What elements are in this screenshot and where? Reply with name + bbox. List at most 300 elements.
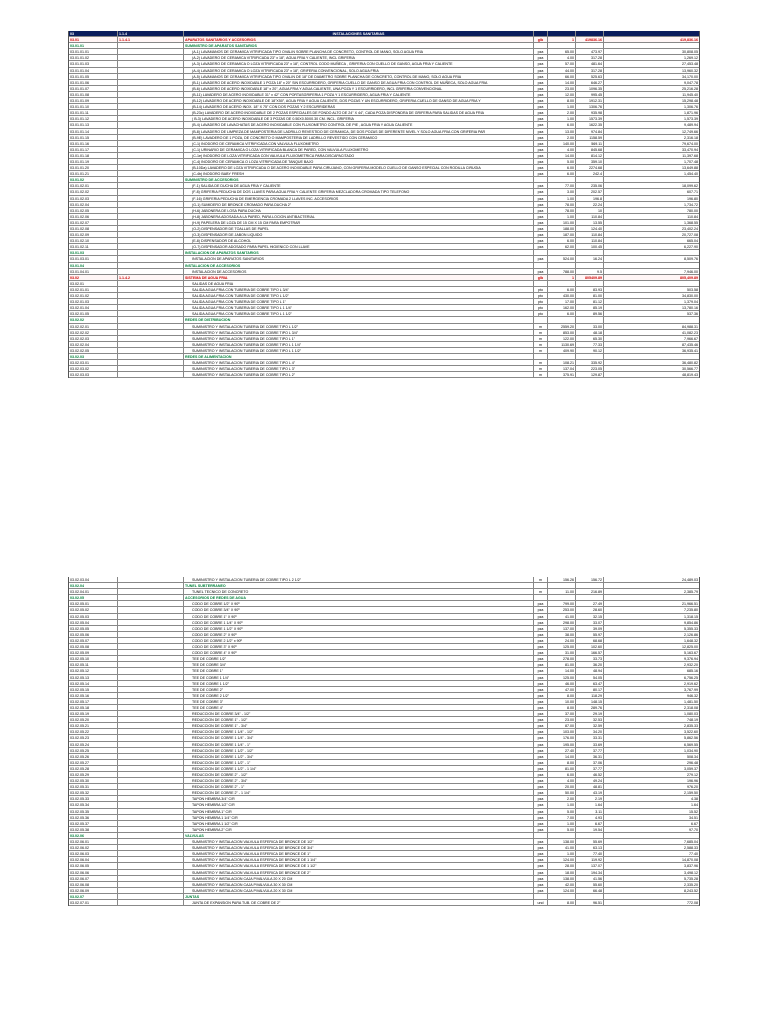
item-reference [118,159,184,164]
item-quantity: 103.00 [548,729,576,734]
item-description: SISTEMA DE AGUA FRIA [184,275,534,280]
item-unit-price: 54.05 [576,675,604,680]
item-description: (A-4) LAVADERO DE CERAMICA O LOZA VITRIFICADA 23" x 18", GRIFERIA CONVENCIONAL, SOLO AGUA FRIA [184,68,534,73]
item-reference [118,220,184,225]
item-unit-price: 235.06 [576,183,604,188]
item-reference [118,711,184,716]
item-description: REDUCCION DE COBRE 2" - 1" [184,784,534,789]
item-quantity: 2.00 [548,135,576,140]
item-quantity: 6.00 [548,772,576,777]
item-description: SUMINISTRO Y INSTALACION TUBERIA DE COBRE TIPO L 4" [184,360,534,365]
item-code: 03.02.05.26 [69,754,118,759]
item-unit [534,31,548,36]
item-subtotal: 1,648.32 [684,638,698,643]
item-unit: pza [534,614,548,619]
item-unit: pza [534,857,548,862]
item-reference [118,263,184,268]
item-description: ( B-3) LAVADERO DE ACERO INOXIDABLE DE 3 POZAS DE 0.50X0.50X0.30 CM. INCL. GRIFERIA [184,116,534,121]
item-description: (G-1) SUMIDERO DE BRONCE CROMADO PARA DUCHA 2" [184,202,534,207]
item-description: TEE DE COBRE 2" [184,687,534,692]
item-description: (F-8) GRIFERIA PEDUCHA DE DOS LLAVES PARA AGUA FRIA Y CALIENTE GRIFERIA MEZCLADORA CROMADA TIPO TELEFONO [184,189,534,194]
item-code: 03.02.05.15 [69,687,118,692]
item-description: SUMINISTRO Y INSTALACION VALVULA ESFERICA DE BRONCE DE 1 1/4" [184,857,534,862]
item-unit-price: 129.87 [576,372,604,377]
item-description: TAPON HEMBRA 2" C/R [184,827,534,832]
item-reference [118,116,184,121]
item-description: SUMINISTRO Y INSTALACION TUBERIA DE COBRE TIPO L 1/2" [184,324,534,329]
item-unit-price: 48.18 [576,330,604,335]
item-subtotal: 196.96 [687,779,698,784]
item-description: REDUCCION DE COBRE 1 1/2" - 1" [184,760,534,765]
item-quantity: 1 [548,275,576,280]
item-quantity: 156.26 [548,577,576,582]
item-unit: pza [534,681,548,686]
item-quantity [548,583,576,588]
item-subtotal: 84,988.31 [682,324,698,329]
item-quantity: 14.00 [548,80,576,85]
item-unit: pza [534,183,548,188]
item-code: 03.02.03 [69,354,118,359]
item-code: 03.02.01 [69,281,118,286]
item-subtotal: 110.84 [687,214,698,219]
item-quantity: 8.00 [548,760,576,765]
item-code: 03.02.05.01 [69,601,118,606]
item-description: (B-14) LAVADERO DE ACERO INOX. 18" X 75" CON DOS POZAS Y 2 ESCURRIDERAS [184,104,534,109]
item-unit-price: 36.20 [576,662,604,667]
item-unit: pza [534,122,548,127]
item-description: REDUCCION DE COBRE 2" - 3/4" [184,778,534,783]
item-subtotal: 41,082.23 [682,330,698,335]
item-quantity: 125.00 [548,644,576,649]
item-unit-price: 100.45 [576,244,604,249]
item-unit-price: 90.12 [576,348,604,353]
item-unit-price: 43.19 [576,790,604,795]
item-description: SUMINISTRO Y INSTALACION CAJA P/VALVULA 20 X 30 CM [184,888,534,893]
item-description: SUMINISTRO Y INSTALACION VALVULA ESFERICA DE BRONCE DE 1 1/2" [184,863,534,868]
item-reference [118,232,184,237]
item-description: (B-12) LAVADERO DE ACERO INOXIDABLE DE 18"X50", AGUA FRIA Y AGUA CALIENTE, DOS POZAS Y UN ESCURRIDERO, GRIFERIA CUELLO DE GANSO DE AGUA FRIA Y [184,98,534,103]
item-quantity: 8.00 [548,900,576,905]
item-unit: pza [534,656,548,661]
item-description: SUMINISTRO Y INSTALACION TUBERIA DE COBRE TIPO L 1 1/4" [184,342,534,347]
item-code: 03.02.05.22 [69,729,118,734]
item-code: 03.01.02.03 [69,196,118,201]
item-description: JUNTAS [184,894,534,899]
item-code: 03.02.05.35 [69,809,118,814]
item-quantity: 42.00 [548,882,576,887]
item-reference [118,742,184,747]
item-unit-price: 148.15 [576,699,604,704]
item-quantity: 57.00 [548,61,576,66]
item-reference [118,183,184,188]
item-subtotal: 1,034.90 [684,748,698,753]
item-subtotal: 196.80 [687,196,698,201]
item-code: 03.01.02.09 [69,232,118,237]
item-description: (A-3) LAVADERO DE CERAMICA O LOZA VITRIFICADA 23" x 18", CONTROL CODO MUÑECA , GRIFERIA CON CUELLO DE GANSO, AGUA FRIA Y CALIENTE [184,61,534,66]
item-code: 03.02.05.24 [69,742,118,747]
item-code: 03.01.02.02 [69,189,118,194]
item-unit-price: 646.27 [576,80,604,85]
item-description: REDUCCION DE COBRE 2" - 1/2" [184,772,534,777]
item-unit-price: 6.67 [576,821,604,826]
item-quantity: 137.04 [548,366,576,371]
item-unit: pza [534,256,548,261]
item-reference [118,705,184,710]
item-unit-price: 845.68 [576,147,604,152]
item-code: 03.02.06.03 [69,851,118,856]
item-reference [118,796,184,801]
item-reference [118,226,184,231]
item-unit-price: 166.57 [576,650,604,655]
item-code: 03.01.04.01 [69,269,118,274]
item-unit-price: 1912.31 [576,98,604,103]
item-reference [118,55,184,60]
budget-row [69,900,699,906]
item-unit-price: 1.64 [576,802,604,807]
item-reference [118,815,184,820]
item-quantity: 187.00 [548,232,576,237]
item-subtotal: 685.16 [687,669,698,674]
item-unit-price: 289.76 [576,705,604,710]
item-reference [118,104,184,109]
item-code: 03.01.01 [69,43,118,48]
item-unit-price [576,250,604,255]
item-unit-price: 110.84 [576,238,604,243]
item-quantity: 6.00 [548,311,576,316]
item-unit [534,317,548,322]
item-subtotal: 419,836.16 [680,38,698,43]
item-subtotal: 21,966.51 [682,602,698,607]
item-unit-price: 48.81 [576,784,604,789]
item-unit: pza [534,49,548,54]
item-code: 03.02.05.12 [69,668,118,673]
item-quantity: 4.00 [548,55,576,60]
item-code: 03.02.02.01 [69,324,118,329]
item-subtotal [604,833,699,838]
item-reference [118,772,184,777]
item-quantity: 1.00 [548,214,576,219]
item-code: 03 [69,31,118,36]
item-code: 03.02.06.02 [69,845,118,850]
item-unit [534,894,548,899]
item-unit: pza [534,220,548,225]
item-subtotal: 34,830.00 [682,294,698,299]
item-code: 03.02.05.25 [69,748,118,753]
item-unit-price: 32.15 [576,614,604,619]
item-code: 03.02.05.03 [69,614,118,619]
item-quantity: 430.00 [548,293,576,298]
item-quantity: 50.00 [548,790,576,795]
item-unit-price: 359.10 [576,159,604,164]
item-unit: pza [534,809,548,814]
item-unit-price: 974.84 [576,129,604,134]
item-description: (H-6) JABONERA DE LOSA PARA DUCHA [184,208,534,213]
item-description: TEE DE COBRE 2 1/2" [184,693,534,698]
item-subtotal: 36,935.41 [682,348,698,353]
item-quantity: 44.00 [548,68,576,73]
item-description: TAPON HEMBRA 1 1/4" C/R [184,815,534,820]
item-code: 03.02.05.17 [69,699,118,704]
item-reference [118,250,184,255]
budget-row [69,372,699,378]
item-unit-price: 3.11 [576,809,604,814]
item-description: CODO DE COBRE 1 1/2" X 90º [184,626,534,631]
item-unit-price: 156.72 [576,577,604,582]
item-description: (B-6) LAVADERO DE ACERO INOXIDABLE 18" x 20", AGUA FRIA Y AGUA CALIENTE, UNA POZA Y 1 ESCURRIDERO, INCL GRIFERIA CONVENCIONAL [184,86,534,91]
item-unit: pza [534,693,548,698]
item-description: (H-9) PAPELERA DE LOZA DE 15 CM X 15 CM PARA EMPOTRAR [184,220,534,225]
item-subtotal: 5,735.28 [684,876,698,881]
item-unit: pza [534,110,548,115]
item-subtotal: 9,489.94 [684,123,698,128]
item-unit-price: 196.8 [576,196,604,201]
item-unit-price: 9.5 [576,269,604,274]
item-quantity: 2.00 [548,110,576,115]
item-code: 03.02.06.07 [69,876,118,881]
item-unit: pza [534,790,548,795]
item-description: REDUCCION DE COBRE 1 1/4" - 1/2" [184,729,534,734]
item-quantity: 78.00 [548,202,576,207]
item-description: SUMINISTRO Y INSTALACION TUBERIA DE COBRE TIPO L 2 1/2" [184,577,534,582]
item-subtotal: 20,727.08 [682,233,698,238]
item-unit-price: 55.69 [576,839,604,844]
item-unit: pza [534,729,548,734]
item-subtotal: 6.67 [691,821,698,826]
item-unit-price: 118.29 [576,693,604,698]
item-description: TAPON HEMBRA 1/2" C/R [184,802,534,807]
item-description: CODO DE COBRE 4" X 90º [184,650,534,655]
item-description: CODO DE COBRE 2" X 90º [184,632,534,637]
item-quantity: 65.00 [548,49,576,54]
item-code: 03.02.06 [69,833,118,838]
item-description: SUMINISTRO Y INSTALACION TUBERIA DE COBRE TIPO L 1" [184,336,534,341]
item-description: REDUCCION DE COBRE 1 1/2" - 1 1/4" [184,766,534,771]
item-quantity: 124.00 [548,857,576,862]
item-unit-price: 85.19 [576,305,604,310]
item-reference [118,317,184,322]
item-description: (A-2) LAVADERO DE CERAMICA VITRIFICADA 23" x 18", AGUA FRIA Y CALIENTE, INCL GRIFERIA [184,55,534,60]
item-subtotal: 97.70 [689,827,698,832]
item-reference [118,748,184,753]
item-subtotal: 503.58 [687,287,698,292]
item-unit: pza [534,882,548,887]
item-code: 03.01.01.13 [69,122,118,127]
item-unit: pza [534,208,548,213]
item-description: SUMINISTRO Y INSTALACION VALVULA ESFERICA DE BRONCE DE 3/4" [184,845,534,850]
item-unit [534,263,548,268]
item-code: 03.02.06.01 [69,839,118,844]
item-code: 03.02.05 [69,595,118,600]
item-unit-price: 83.93 [576,287,604,292]
item-unit-price [576,354,604,359]
item-reference [118,900,184,905]
item-code: 03.01.02.06 [69,214,118,219]
item-unit-price: 37.06 [576,760,604,765]
item-unit-price: 137.07 [576,863,604,868]
item-quantity [548,250,576,255]
item-reference [118,269,184,274]
item-description: (B-23c) LAVADERO DE ACERO INOXIDABLE DE 2 POZAS ESPECIALES DE FONDO ALTO DE 24" X 44", CADA POZA DISPONDRA DE GRIFERIA PARA SALIDAS DE AGUA FRIA [184,110,534,115]
item-unit-price: 223.05 [576,366,604,371]
item-unit: m [534,366,548,371]
item-quantity: 375.91 [548,372,576,377]
item-quantity: 124.00 [548,888,576,893]
item-unit-price: 33.00 [576,324,604,329]
item-description: SALIDA AGUA FRIA CON TUBERIA DE COBRE TIPO L 1 1/2" [184,311,534,316]
item-subtotal: 18,099.62 [682,184,698,189]
item-unit: pza [534,153,548,158]
item-subtotal: 665.04 [687,239,698,244]
item-description: CODO DE COBRE 1/2" X 90º [184,601,534,606]
item-quantity: 27.40 [548,748,576,753]
item-quantity: 2559.20 [548,324,576,329]
item-unit-price: 48.94 [576,668,604,673]
item-reference [118,656,184,661]
item-code: 03.02.02.04 [69,342,118,347]
item-unit: pza [534,68,548,73]
item-code: 03.01.02.07 [69,220,118,225]
item-description: (O-2) DISPENSADOR DE TOALLAS DE PAPEL [184,226,534,231]
item-description: SALIDA AGUA FRIA CON TUBERIA DE COBRE TIPO L 1/2" [184,293,534,298]
item-quantity: 162.00 [548,305,576,310]
item-reference [118,80,184,85]
item-code: 03.02.05.18 [69,705,118,710]
item-subtotal: 279.12 [687,773,698,777]
item-description: (O-3) DISPENSADOR DE JABON LIQUIDO [184,232,534,237]
item-reference [118,141,184,146]
item-subtotal: 9,047.78 [684,80,698,85]
item-unit: m [534,348,548,353]
item-unit-price: 110.84 [576,214,604,219]
item-description: (B-1) LAVADERO DE ACERO INOXIDABLE 1 POZA 18" x 20" SIN ESCURRIDERO, GRIFERIA CUELLO DE GANSO DE AGUA FRIA CON CONTROL DE MUÑECA, SOLO AGUA FRIA [184,80,534,85]
item-quantity: 1 [548,37,576,42]
item-quantity: 6.00 [548,238,576,243]
item-reference [118,208,184,213]
item-subtotal: 6,569.55 [684,742,698,747]
item-reference [118,68,184,73]
item-quantity: 108.21 [548,360,576,365]
item-code: 03.01.04 [69,263,118,268]
item-description: TEE DE COBRE 3/4" [184,662,534,667]
item-subtotal: 3,837.96 [684,864,698,869]
item-code: 03.02.05.14 [69,681,118,686]
item-unit: pza [534,626,548,631]
item-description: (H-8) JABONERA ADOSADA A LA PARED, PARA LOCION ANTIBACTERIAL [184,214,534,219]
item-unit: pza [534,717,548,722]
item-reference: 1.1.4 [118,31,184,36]
item-quantity [548,354,576,359]
item-unit: pza [534,754,548,759]
item-quantity: 524.00 [548,256,576,261]
item-unit-price: 473.97 [576,49,604,54]
item-reference [118,43,184,48]
item-unit-price [576,31,604,36]
item-quantity [548,833,576,838]
item-code: 03.01.01.05 [69,74,118,79]
item-subtotal [604,31,699,36]
item-subtotal: 748.19 [687,718,698,723]
item-unit: pza [534,607,548,612]
item-description: SUMINISTRO Y INSTALACION TUBERIA DE COBRE TIPO L 3" [184,366,534,371]
item-reference [118,784,184,789]
item-code: 03.02.07.01 [69,900,118,905]
item-subtotal: 23,402.24 [682,227,698,231]
item-unit-price: 124.40 [576,226,604,231]
item-subtotal: 296.48 [687,760,698,765]
item-unit: pza [534,760,548,765]
item-unit: pza [534,159,548,164]
item-unit-price: 10 [576,208,604,213]
item-unit: pza [534,104,548,109]
item-subtotal: 7,966.67 [684,336,698,341]
item-quantity: 1.00 [548,821,576,826]
item-code: 03.02.06.05 [69,863,118,868]
item-unit-price: 77.40 [576,851,604,856]
item-subtotal: 5,163.67 [684,651,698,656]
item-unit-price: 81.12 [576,299,604,304]
item-unit-price: 2.19 [576,796,604,801]
item-unit-price: 419836.16 [576,37,604,42]
item-unit-price: 37.77 [576,748,604,753]
item-unit: pza [534,668,548,673]
item-code: 03.02.03.03 [69,372,118,377]
item-description: TEE DE COBRE 3" [184,699,534,704]
item-reference [118,324,184,329]
item-code: 03.02.05.36 [69,815,118,820]
item-subtotal [604,281,699,286]
item-subtotal: 9,376.94 [684,657,698,662]
item-unit: pza [534,742,548,747]
item-unit: pza [534,632,548,637]
item-reference [118,287,184,292]
item-code: 03.02.05.09 [69,650,118,655]
item-reference [118,699,184,704]
item-unit: pza [534,92,548,97]
item-reference [118,833,184,838]
item-description: TEE DE COBRE 1/2" [184,656,534,661]
item-quantity: 13.00 [548,129,576,134]
item-description: SUMINISTRO Y INSTALACION TUBERIA DE COBRE TIPO L 1 1/2" [184,348,534,353]
item-quantity: 11.00 [548,589,576,594]
item-code: 03.02.05.34 [69,802,118,807]
item-unit: pza [534,244,548,249]
item-subtotal: 6,227.90 [684,245,698,250]
item-unit: pza [534,675,548,680]
item-reference [118,735,184,740]
item-description: REDUCCION DE COBRE 1" - 3/4" [184,723,534,728]
item-reference [118,196,184,201]
item-unit: pza [534,735,548,740]
item-reference [118,766,184,771]
item-quantity: 176.00 [548,735,576,740]
item-subtotal [604,354,699,359]
item-subtotal: 24,489.03 [682,578,698,582]
item-unit: pza [534,870,548,875]
item-unit [534,595,548,600]
item-unit: pza [534,748,548,753]
item-unit-price: 77.33 [576,342,604,347]
item-unit-price: 28.60 [576,607,604,612]
item-description: (A-1) LAVAMANOS DE CERAMICA VITRIFICADA TIPO OVALIN SOBRE PLANCHA DE CONCRETO, CONTROL DE MANO, SOLO AGUA FRIA [184,49,534,54]
item-description: REDES DE ALIMENTACION [184,354,534,359]
item-subtotal: 2,316.18 [684,135,698,140]
item-description: SUMINISTRO Y INSTALACION VALVULA ESFERICA DE BRONCE DE 2" [184,870,534,875]
item-unit-price: 68.68 [576,638,604,643]
item-subtotal: 15,298.48 [682,99,698,104]
item-subtotal: 2,335.20 [684,882,698,887]
item-unit: pza [534,876,548,881]
item-quantity: 46.00 [548,681,576,686]
